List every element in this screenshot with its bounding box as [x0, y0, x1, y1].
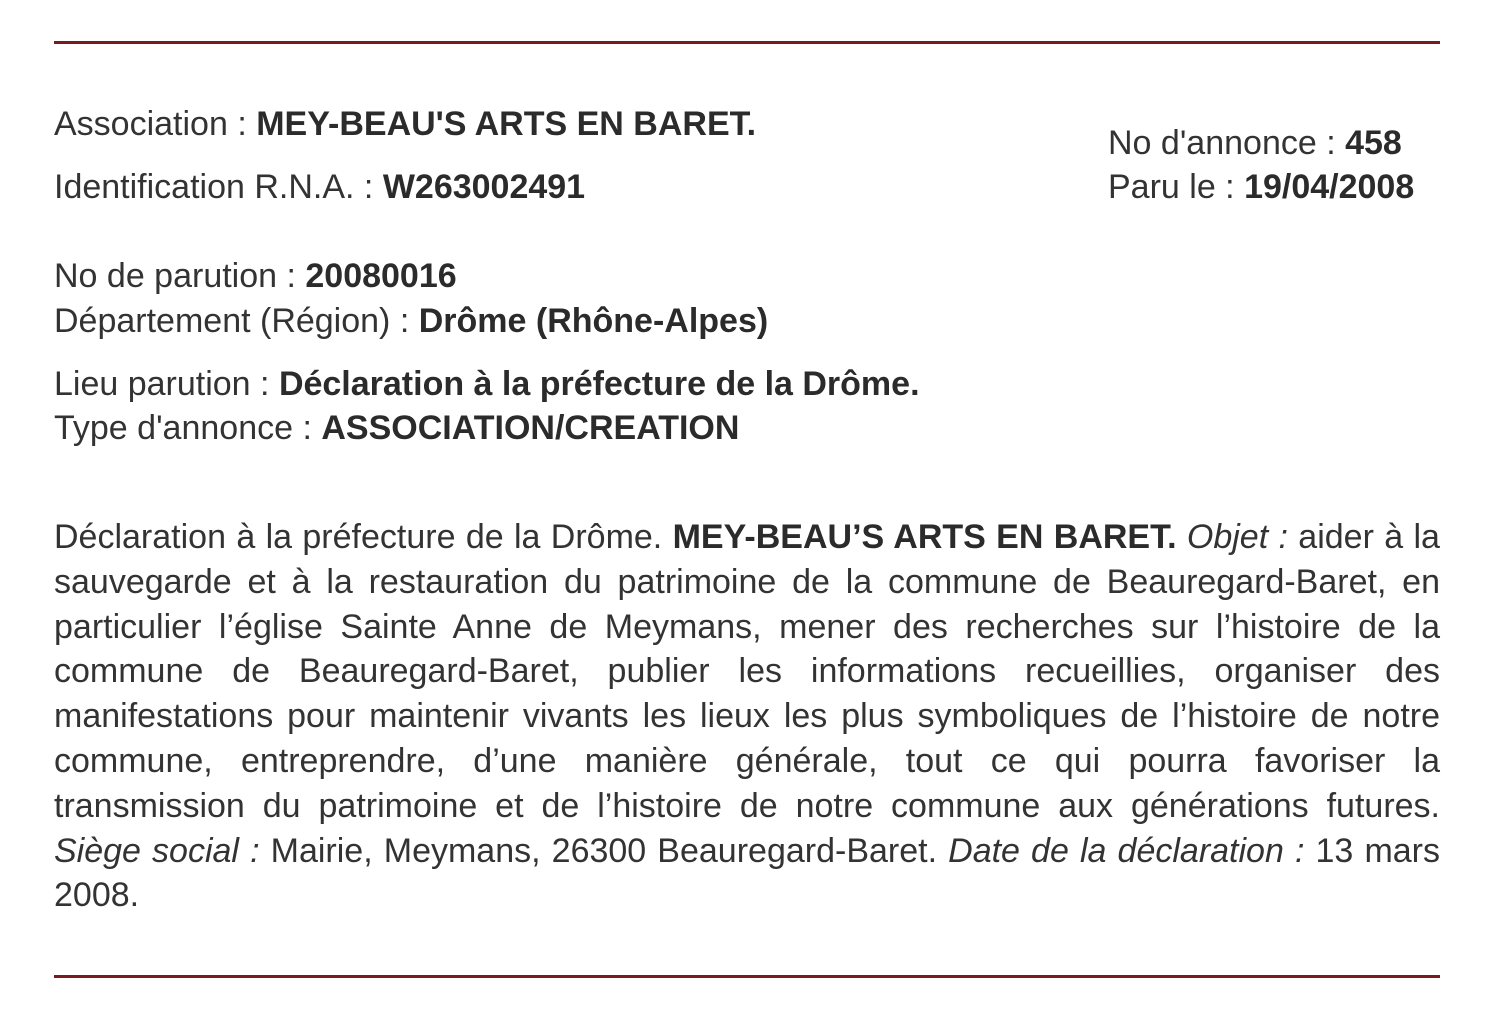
paru-label: Paru le : [1108, 168, 1245, 206]
paru-value: 19/04/2008 [1244, 168, 1415, 206]
lieu-value: Déclaration à la préfecture de la Drôme. [278, 365, 920, 403]
association-label: Association : [54, 105, 257, 143]
annonce-number-value: 458 [1345, 124, 1402, 162]
association-line [54, 104, 756, 144]
bottom-divider [54, 975, 1440, 978]
parution-value: 20080016 [305, 257, 457, 295]
paru-line [1108, 167, 1414, 207]
annonce-number-label: No d'annonce : [1108, 124, 1346, 162]
association-value: MEY-BEAU'S ARTS EN BARET. [256, 105, 757, 143]
rna-line [54, 167, 585, 207]
declaration-date-text: 13 mars 2008. [54, 831, 1440, 915]
rna-label: Identification R.N.A. : [54, 168, 383, 206]
parution-line [54, 256, 457, 296]
top-divider [54, 41, 1440, 44]
announcement-body [54, 515, 1440, 918]
type-value: ASSOCIATION/CREATION [321, 409, 740, 447]
type-label: Type d'annonce : [54, 409, 322, 447]
type-line [54, 408, 739, 448]
siege-text: Mairie, Meymans, 26300 Beauregard-Baret. [259, 831, 949, 870]
departement-label: Département (Région) : [54, 302, 419, 340]
annonce-number-line [1108, 123, 1402, 163]
departement-line [54, 301, 768, 341]
objet-label: Objet : [1176, 518, 1288, 556]
lieu-label: Lieu parution : [54, 365, 279, 403]
parution-label: No de parution : [54, 257, 306, 295]
declaration-date-label: Date de la déclaration : [948, 831, 1305, 870]
rna-value: W263002491 [382, 168, 586, 206]
lieu-line [54, 364, 920, 404]
siege-label: Siège social : [54, 831, 260, 870]
objet-text: aider à la sauvegarde et à la restauration du patrimoine de la commune de Beauregard-Baret, en particulier l’église Sainte Anne de Meymans, mener des recherches sur l’histoire de la commune de Beauregard-Baret, publier les informations recueillies, organiser des manifestations pour maintenir vivants les lieux les plus symboliques de l’histoire de notre commune, entreprendre, d’une manière générale, tout ce qui pourra favoriser la transmission du patrimoine et de l’histoire de notre commune aux générations futures. [54, 518, 1440, 825]
body-association-name: MEY-BEAU’S ARTS EN BARET. [672, 518, 1177, 556]
departement-value: Drôme (Rhône-Alpes) [418, 302, 769, 340]
body-intro: Déclaration à la préfecture de la Drôme. [54, 518, 673, 556]
